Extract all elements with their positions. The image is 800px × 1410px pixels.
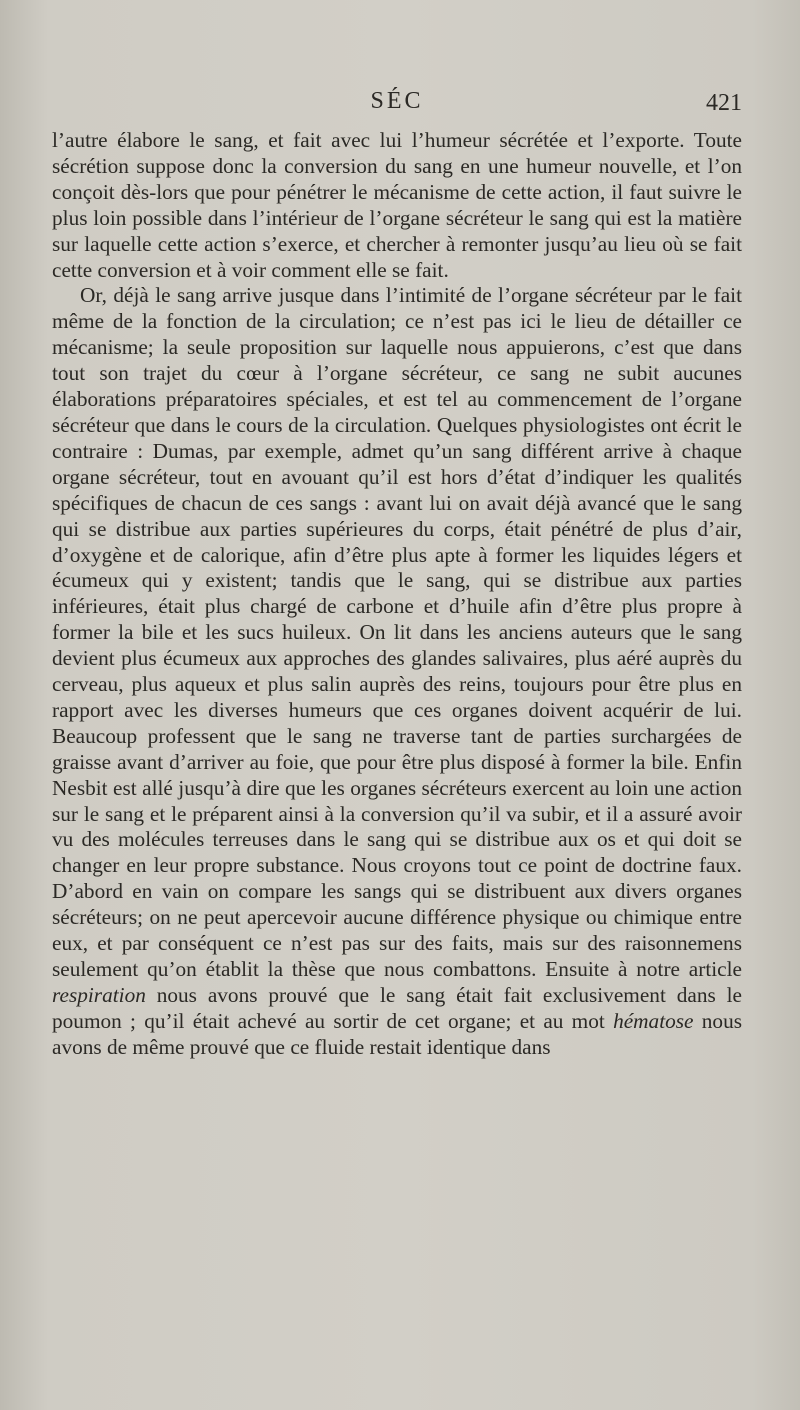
paragraph-2	[52, 283, 742, 1060]
body-text	[52, 128, 742, 1061]
text-run: nous avons prouvé que le sang était fait exclusivement dans le poumon ; qu’il était achevé au sortir de cet organe; et au mot	[52, 982, 742, 1033]
italic-term-hematose: hématose	[613, 1008, 694, 1033]
page-number: 421	[706, 90, 742, 116]
page-header	[52, 88, 742, 122]
running-head: SÉC	[370, 88, 424, 114]
text-run: nous avons de même prouvé que ce fluide restait identique dans	[52, 1008, 743, 1059]
paragraph-1	[52, 128, 742, 283]
italic-term-respiration: respiration	[52, 982, 146, 1007]
text-run: l’autre élabore le sang, et fait avec lui l’humeur sécrétée et l’exporte. Toute sécrétion suppose donc la conversion du sang en une humeur nouvelle, et l’on conçoit dès-lors que pour pénétrer le mécanisme de cette action, il faut suivre le plus loin possible dans l’intérieur de l’organe sécréteur le sang qui est la matière sur laquelle cette action s’exerce, et chercher à remonter jusqu’au lieu où se fait cette conversion et à voir comment elle se fait.	[52, 128, 742, 282]
text-run: Or, déjà le sang arrive jusque dans l’intimité de l’organe sécréteur par le fait même de la fonction de la circulation; ce n’est pas ici le lieu de détailler ce mécanisme; la seule proposition sur laquelle nous appuierons, c’est que dans tout son trajet du cœur à l’organe sécréteur, ce sang ne subit aucunes élaborations préparatoires spéciales, et est tel au commencement de l’organe sécréteur que dans le cours de la circulation. Quelques physiologistes ont écrit le contraire : Dumas, par exemple, admet qu’un sang différent arrive à chaque organe sécréteur, tout en avouant qu’il est hors d’état d’indiquer les qualités spécifiques de chacun de ces sangs : avant lui on avait déjà avancé que le sang qui se distribue aux parties supérieures du corps, était pénétré de plus d’air, d’oxygène et de calorique, afin d’être plus apte à former les liquides légers et écumeux qui y existent; tandis que le sang, qui se distribue aux parties inférieures, était plus chargé de carbone et d’huile afin d’être plus propre à former la bile et les sucs huileux. On lit dans les anciens auteurs que le sang devient plus écumeux aux approches des glandes salivaires, plus aéré auprès du cerveau, plus aqueux et plus salin auprès des reins, toujours pour être plus en rapport avec les diverses humeurs que ces organes doivent acquérir de lui. Beaucoup professent que le sang ne traverse tant de parties surchargées de graisse avant d’arriver au foie, que pour être plus disposé à former la bile. Enfin Nesbit est allé jusqu’à dire que les organes sécréteurs exercent au loin une action sur le sang et le préparent ainsi à la conversion qu’il va subir, et il a assuré avoir vu des molécules terreuses dans le sang qui se distribue aux os et qui doit se changer en leur propre substance. Nous croyons tout ce point de doctrine faux. D’abord en vain on compare les sangs qui se distribuent aux divers organes sécréteurs; on ne peut apercevoir aucune différence physique ou chimique entre eux, et par conséquent ce n’est pas sur des faits, mais sur des raisonnemens seulement qu’on établit la thèse que nous combattons. Ensuite à notre article	[52, 283, 742, 981]
